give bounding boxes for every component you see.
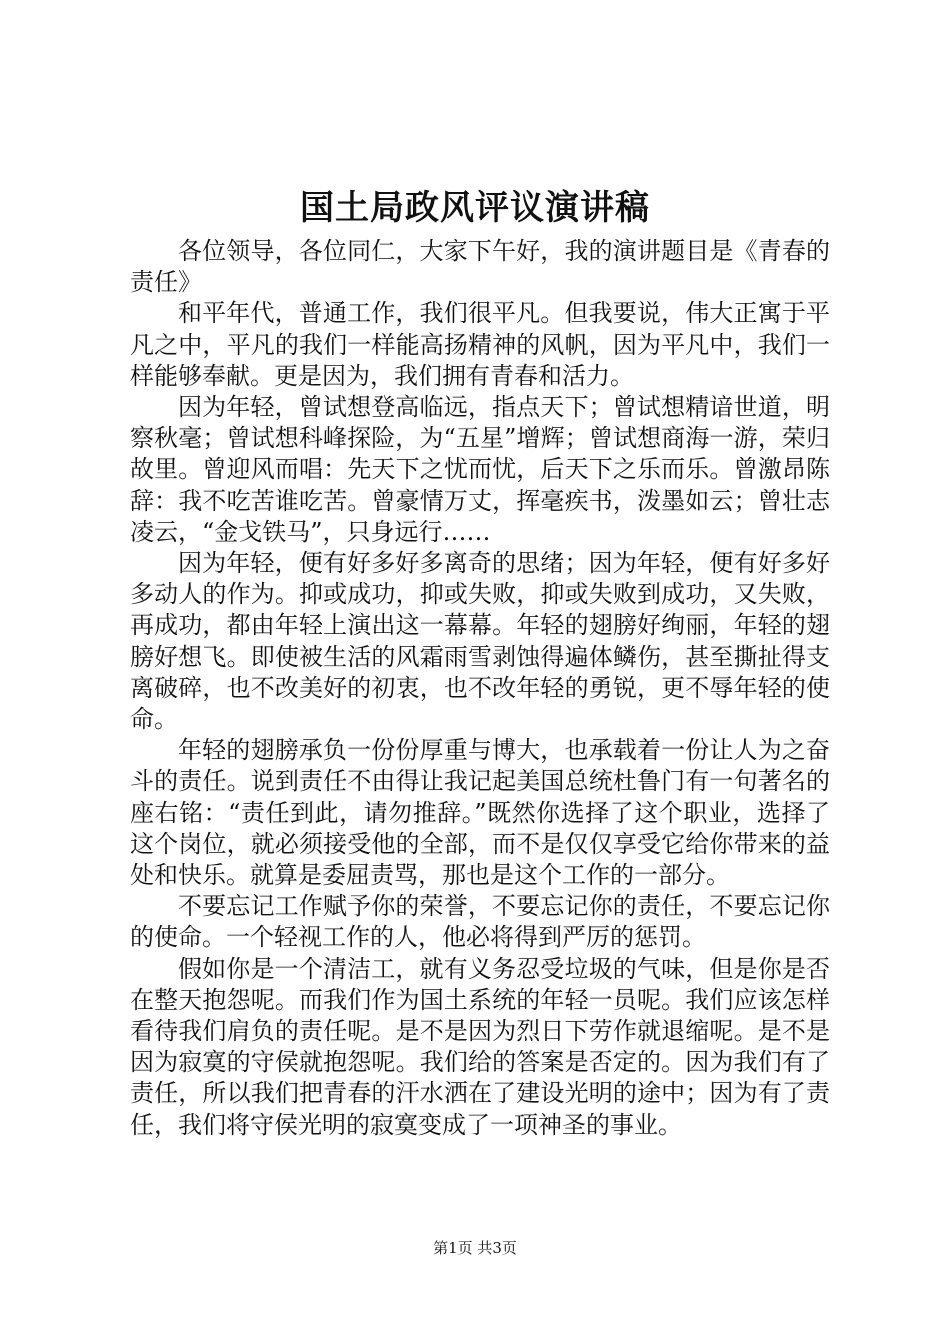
paragraph: 因为年轻，便有好多好多离奇的思绪；因为年轻，便有好多好多动人的作为。抑或成功，抑或失败，抑或失败到成功，又失败，再成功，都由年轻上演出这一幕幕。年轻的翅膀好绚丽，年轻的翅膀好想飞。即使被生活的风霜雨雪剥蚀得遍体鳞伤，甚至撕扯得支离破碎，也不改美好的初衷，也不改年轻的勇锐，更不辱年轻的使命。: [130, 549, 830, 734]
document-body: [130, 236, 830, 1141]
paragraph: 假如你是一个清洁工，就有义务忍受垃圾的气味，但是你是否在整天抱怨呢。而我们作为国土系统的年轻一员呢。我们应该怎样看待我们肩负的责任呢。是不是因为烈日下劳作就退缩呢。是不是因为寂寞的守侯就抱怨呢。我们给的答案是否定的。因为我们有了责任，所以我们把青春的汗水洒在了建设光明的途中；因为有了责任，我们将守侯光明的寂寞变成了一项神圣的事业。: [130, 954, 830, 1139]
page-footer: 第1页 共3页: [433, 1239, 517, 1257]
paragraph: 各位领导，各位同仁，大家下午好，我的演讲题目是《青春的责任》: [130, 237, 830, 297]
paragraph: 因为年轻，曾试想登高临远，指点天下；曾试想精谙世道，明察秋毫；曾试想科峰探险，为“五星”增辉；曾试想商海一游，荣归故里。曾迎风而唱：先天下之忧而忧，后天下之乐而乐。曾激昂陈辞：我不吃苦谁吃苦。曾豪情万丈，挥毫疾书，泼墨如云；曾壮志凌云，“金戈铁马”，只身远行……: [130, 393, 830, 546]
document-title: 国土局政风评议演讲稿: [300, 188, 650, 228]
paragraph: 年轻的翅膀承负一份份厚重与博大，也承载着一份让人为之奋斗的责任。说到责任不由得让我记起美国总统杜鲁门有一句著名的座右铭：“责任到此，请勿推辞。”既然你选择了这个职业，选择了这个岗位，就必须接受他的全部，而不是仅仅享受它给你带来的益处和快乐。就算是委屈责骂，那也是这个工作的一部分。: [130, 736, 830, 890]
paragraph: 不要忘记工作赋予你的荣誉，不要忘记你的责任，不要忘记你的使命。一个轻视工作的人，他必将得到严厉的惩罚。: [130, 892, 830, 952]
paragraph: 和平年代，普通工作，我们很平凡。但我要说，伟大正寓于平凡之中，平凡的我们一样能高扬精神的风帆，因为平凡中，我们一样能够奉献。更是因为，我们拥有青春和活力。: [130, 299, 830, 390]
